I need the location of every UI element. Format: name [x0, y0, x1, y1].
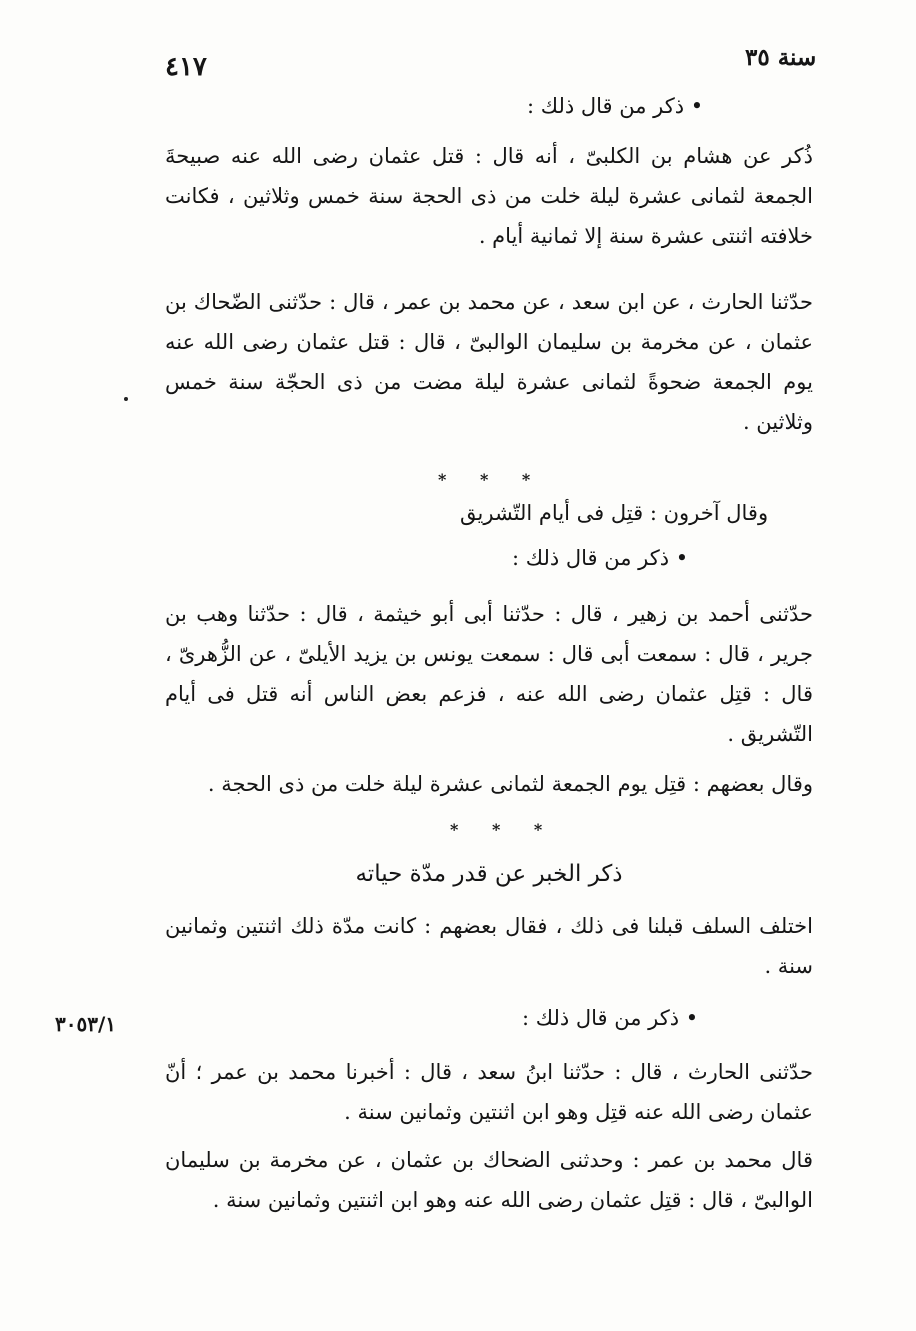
paragraph-6: اختلف السلف قبلنا فى ذلك ، فقال بعضهم : كانت مدّة ذلك اثنتين وثمانين سنة .: [165, 914, 813, 978]
section-heading-1: • ذكر من قال ذلك :: [527, 94, 704, 118]
paragraph-4: حدّثنى أحمد بن زهير ، قال : حدّثنا أبى أبو خيثمة ، قال : حدّثنا وهب بن جرير ، قال : سمعت أبى قال : سمعت يونس بن يزيد الأيلىّ ، عن الزُّهرىّ ، قال : قتِل عثمان رضى الله عنه ، فزعم بعض الناس أنه قتل فى أيام التّشريق .: [165, 602, 813, 746]
section-heading-3: • ذكر من قال ذلك :: [522, 1006, 699, 1030]
page-number: ٤١٧: [165, 52, 207, 82]
section-heading-2: • ذكر من قال ذلك :: [512, 546, 689, 570]
separator-stars-1: * * *: [438, 470, 545, 489]
paragraph-5: وقال بعضهم : قتِل يوم الجمعة لثمانى عشرة ليلة خلت من ذى الحجة .: [207, 772, 813, 796]
paragraph-1: ذُكر عن هشام بن الكلبىّ ، أنه قال : قتل عثمان رضى الله عنه صبيحةَ الجمعة لثمانى عشرة ليلة خلت من ذى الحجة سنة خمس وثلاثين ، فكانت خلافته اثنتى عشرة سنة إلا ثمانية أيام .: [165, 144, 813, 248]
paragraph-2: حدّثنا الحارث ، عن ابن سعد ، عن محمد بن عمر ، قال : حدّثنى الضّحاك بن عثمان ، عن مخرمة بن سليمان الوالبىّ ، قال : قتل عثمان رضى الله عنه يوم الجمعة ضحوةً لثمانى عشرة ليلة مضت من ذى الحجّة سنة خمس وثلاثين .: [165, 290, 813, 434]
separator-stars-2: * * *: [450, 820, 557, 839]
running-header-year: سنة ٣٥: [745, 44, 817, 71]
section-title: ذكر الخبر عن قدر مدّة حياته: [355, 861, 623, 887]
paragraph-8: قال محمد بن عمر : وحدثنى الضحاك بن عثمان ، عن مخرمة بن سليمان الوالبىّ ، قال : قتِل عثمان رضى الله عنه وهو ابن اثنتين وثمانين سنة .: [165, 1148, 813, 1212]
paragraph-3: وقال آخرون : قتِل فى أيام التّشريق: [460, 501, 769, 525]
paragraph-7: حدّثنى الحارث ، قال : حدّثنا ابنُ سعد ، قال : أخبرنا محمد بن عمر ؛ أنّ عثمان رضى الله عنه قتِل وهو ابن اثنتين وثمانين سنة .: [165, 1060, 813, 1124]
scan-speck: [124, 397, 128, 401]
margin-page-reference: ٣٠٥٣/١: [55, 1012, 117, 1036]
